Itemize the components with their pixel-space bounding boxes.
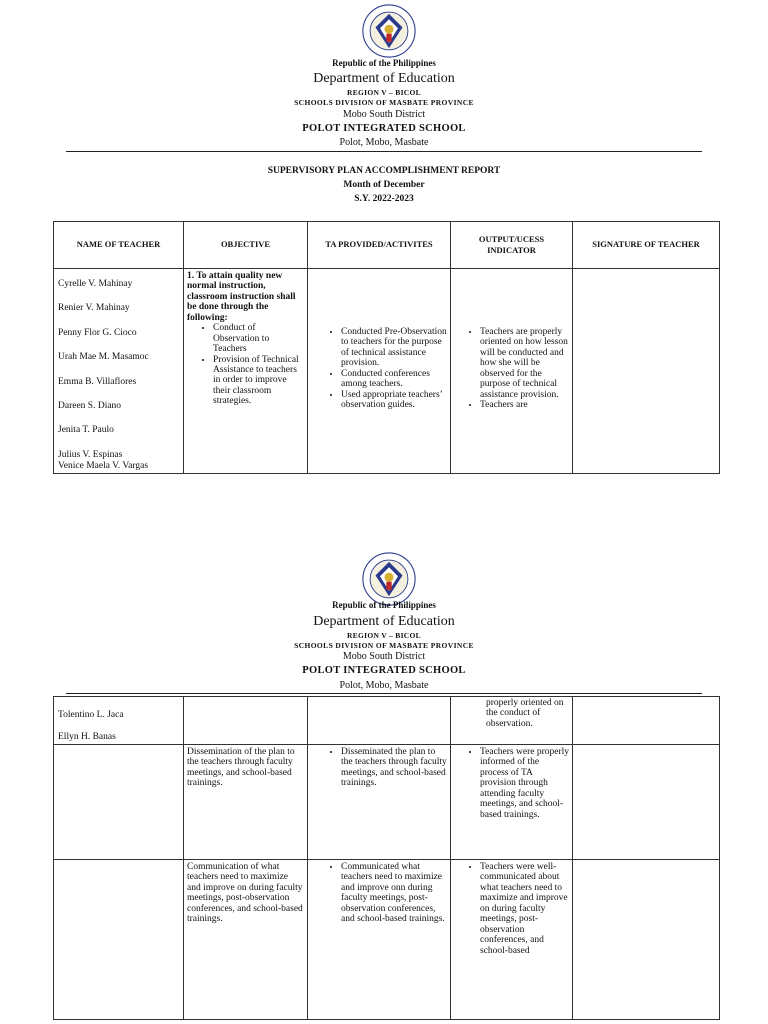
report-school-year: S.Y. 2022-2023 bbox=[354, 194, 414, 204]
deped-seal-icon bbox=[362, 4, 416, 58]
school-address: Polot, Mobo, Masbate bbox=[339, 680, 429, 691]
header-divider bbox=[66, 693, 702, 694]
ta-item: • Conducted Pre-Observation to teachers for the purpose of technical assistance provision. bbox=[341, 327, 447, 369]
signature-cell bbox=[573, 269, 720, 474]
output-item: • Teachers are properly oriented on how lesson will be conducted and how she will be observed for the purpose of technical assistance provision. bbox=[480, 327, 569, 400]
teacher-names-cell bbox=[54, 745, 184, 860]
ta-cell bbox=[308, 697, 451, 745]
output-item: • Teachers were well-communicated about what teachers need to maximize and improve on during faculty meetings, post-observation conferences, and school-based bbox=[480, 862, 569, 956]
report-month: Month of December bbox=[343, 180, 425, 190]
ta-cell bbox=[308, 745, 451, 860]
teacher-name: Penny Flor G. Cioco bbox=[58, 327, 137, 338]
teacher-name: Renier V. Mahinay bbox=[58, 303, 130, 314]
ta-item: • Used appropriate teachers’ observation guides. bbox=[341, 390, 447, 411]
output-item: • Teachers were properly informed of the process of TA provision through attending faculty meetings, and school-based trainings. bbox=[480, 747, 569, 820]
objective-text: Communication of what teachers need to maximize and improve on during faculty meetings, post-observation conferences, and school-based trainings. bbox=[187, 862, 303, 925]
ta-item: • Communicated what teachers need to maximize and improve onn during faculty meetings, post-observation conferences, and school-based trainings. bbox=[341, 862, 447, 925]
teacher-name: Venice Maela V. Vargas bbox=[58, 460, 149, 471]
output-cell bbox=[451, 269, 573, 474]
output-continued: properly oriented on the conduct of observation. bbox=[486, 698, 564, 729]
ta-item: • Conducted conferences among teachers. bbox=[341, 369, 447, 390]
teacher-name: Julius V. Espinas bbox=[58, 449, 123, 460]
ta-cell bbox=[308, 860, 451, 1020]
table-row bbox=[54, 745, 720, 860]
teacher-name: Tolentino L. Jaca bbox=[58, 710, 124, 720]
teacher-name: Dareen S. Diano bbox=[58, 400, 122, 411]
col-header-signature: SIGNATURE OF TEACHER bbox=[573, 222, 720, 269]
objective-heading: 1. To attain quality new normal instruction, classroom instruction shall be done through the following: bbox=[187, 271, 296, 323]
objective-item: • Conduct of Observation to Teachers bbox=[213, 323, 304, 354]
division-label: SCHOOLS DIVISION OF MASBATE PROVINCE bbox=[294, 98, 474, 107]
output-cell bbox=[451, 745, 573, 860]
republic-label: Republic of the Philippines bbox=[332, 58, 436, 68]
teacher-names-cell bbox=[54, 697, 184, 745]
teacher-name: Emma B. Villaflores bbox=[58, 376, 137, 387]
output-cell bbox=[451, 860, 573, 1020]
school-name: POLOT INTEGRATED SCHOOL bbox=[302, 123, 466, 134]
ta-item: • Disseminated the plan to the teachers through faculty meetings, and school-based trainings. bbox=[341, 747, 447, 789]
report-title: SUPERVISORY PLAN ACCOMPLISHMENT REPORT bbox=[267, 166, 501, 176]
teacher-name: Ellyn H. Banas bbox=[58, 732, 116, 742]
school-address: Polot, Mobo, Masbate bbox=[339, 137, 429, 148]
table-row bbox=[54, 697, 720, 745]
teacher-names-cell bbox=[54, 860, 184, 1020]
objective-item: • Provision of Technical Assistance to teachers in order to improve their classroom strategies. bbox=[213, 355, 304, 407]
school-name: POLOT INTEGRATED SCHOOL bbox=[302, 665, 466, 676]
teacher-names-cell bbox=[54, 269, 184, 474]
col-header-teacher: NAME OF TEACHER bbox=[54, 222, 184, 269]
region-label: REGION V – BICOL bbox=[347, 631, 421, 640]
col-header-output: OUTPUT/UCESS INDICATOR bbox=[451, 222, 573, 269]
header-divider bbox=[66, 151, 702, 152]
objective-text: Dissemination of the plan to the teachers through faculty meetings, and school-based trainings. bbox=[187, 747, 295, 789]
output-item: • Teachers are bbox=[480, 400, 569, 410]
teacher-name: Urah Mae M. Masamoc bbox=[58, 352, 149, 363]
objective-cell bbox=[184, 745, 308, 860]
col-header-ta: TA PROVIDED/ACTIVITES bbox=[308, 222, 451, 269]
division-label: SCHOOLS DIVISION OF MASBATE PROVINCE bbox=[294, 641, 474, 650]
report-page-2 bbox=[0, 548, 768, 1024]
ta-cell bbox=[308, 269, 451, 474]
signature-cell bbox=[573, 860, 720, 1020]
plan-table-continued bbox=[53, 696, 720, 1020]
teacher-name: Cyrelle V. Mahinay bbox=[58, 279, 133, 289]
table-row bbox=[54, 269, 720, 474]
table-row bbox=[54, 860, 720, 1020]
output-cell bbox=[451, 697, 573, 745]
plan-table bbox=[53, 221, 720, 474]
report-page-1 bbox=[0, 0, 768, 500]
col-header-objective: OBJECTIVE bbox=[184, 222, 308, 269]
deped-seal-icon bbox=[362, 552, 416, 606]
district-label: Mobo South District bbox=[342, 109, 426, 120]
district-label: Mobo South District bbox=[342, 651, 426, 662]
republic-label: Republic of the Philippines bbox=[332, 600, 436, 610]
objective-cell bbox=[184, 269, 308, 474]
signature-cell bbox=[573, 697, 720, 745]
region-label: REGION V – BICOL bbox=[347, 88, 421, 97]
signature-cell bbox=[573, 745, 720, 860]
objective-cell bbox=[184, 697, 308, 745]
objective-cell bbox=[184, 860, 308, 1020]
department-name: Department of Education bbox=[313, 71, 455, 86]
department-name: Department of Education bbox=[313, 614, 455, 629]
teacher-name: Jenita T. Paulo bbox=[58, 425, 114, 436]
